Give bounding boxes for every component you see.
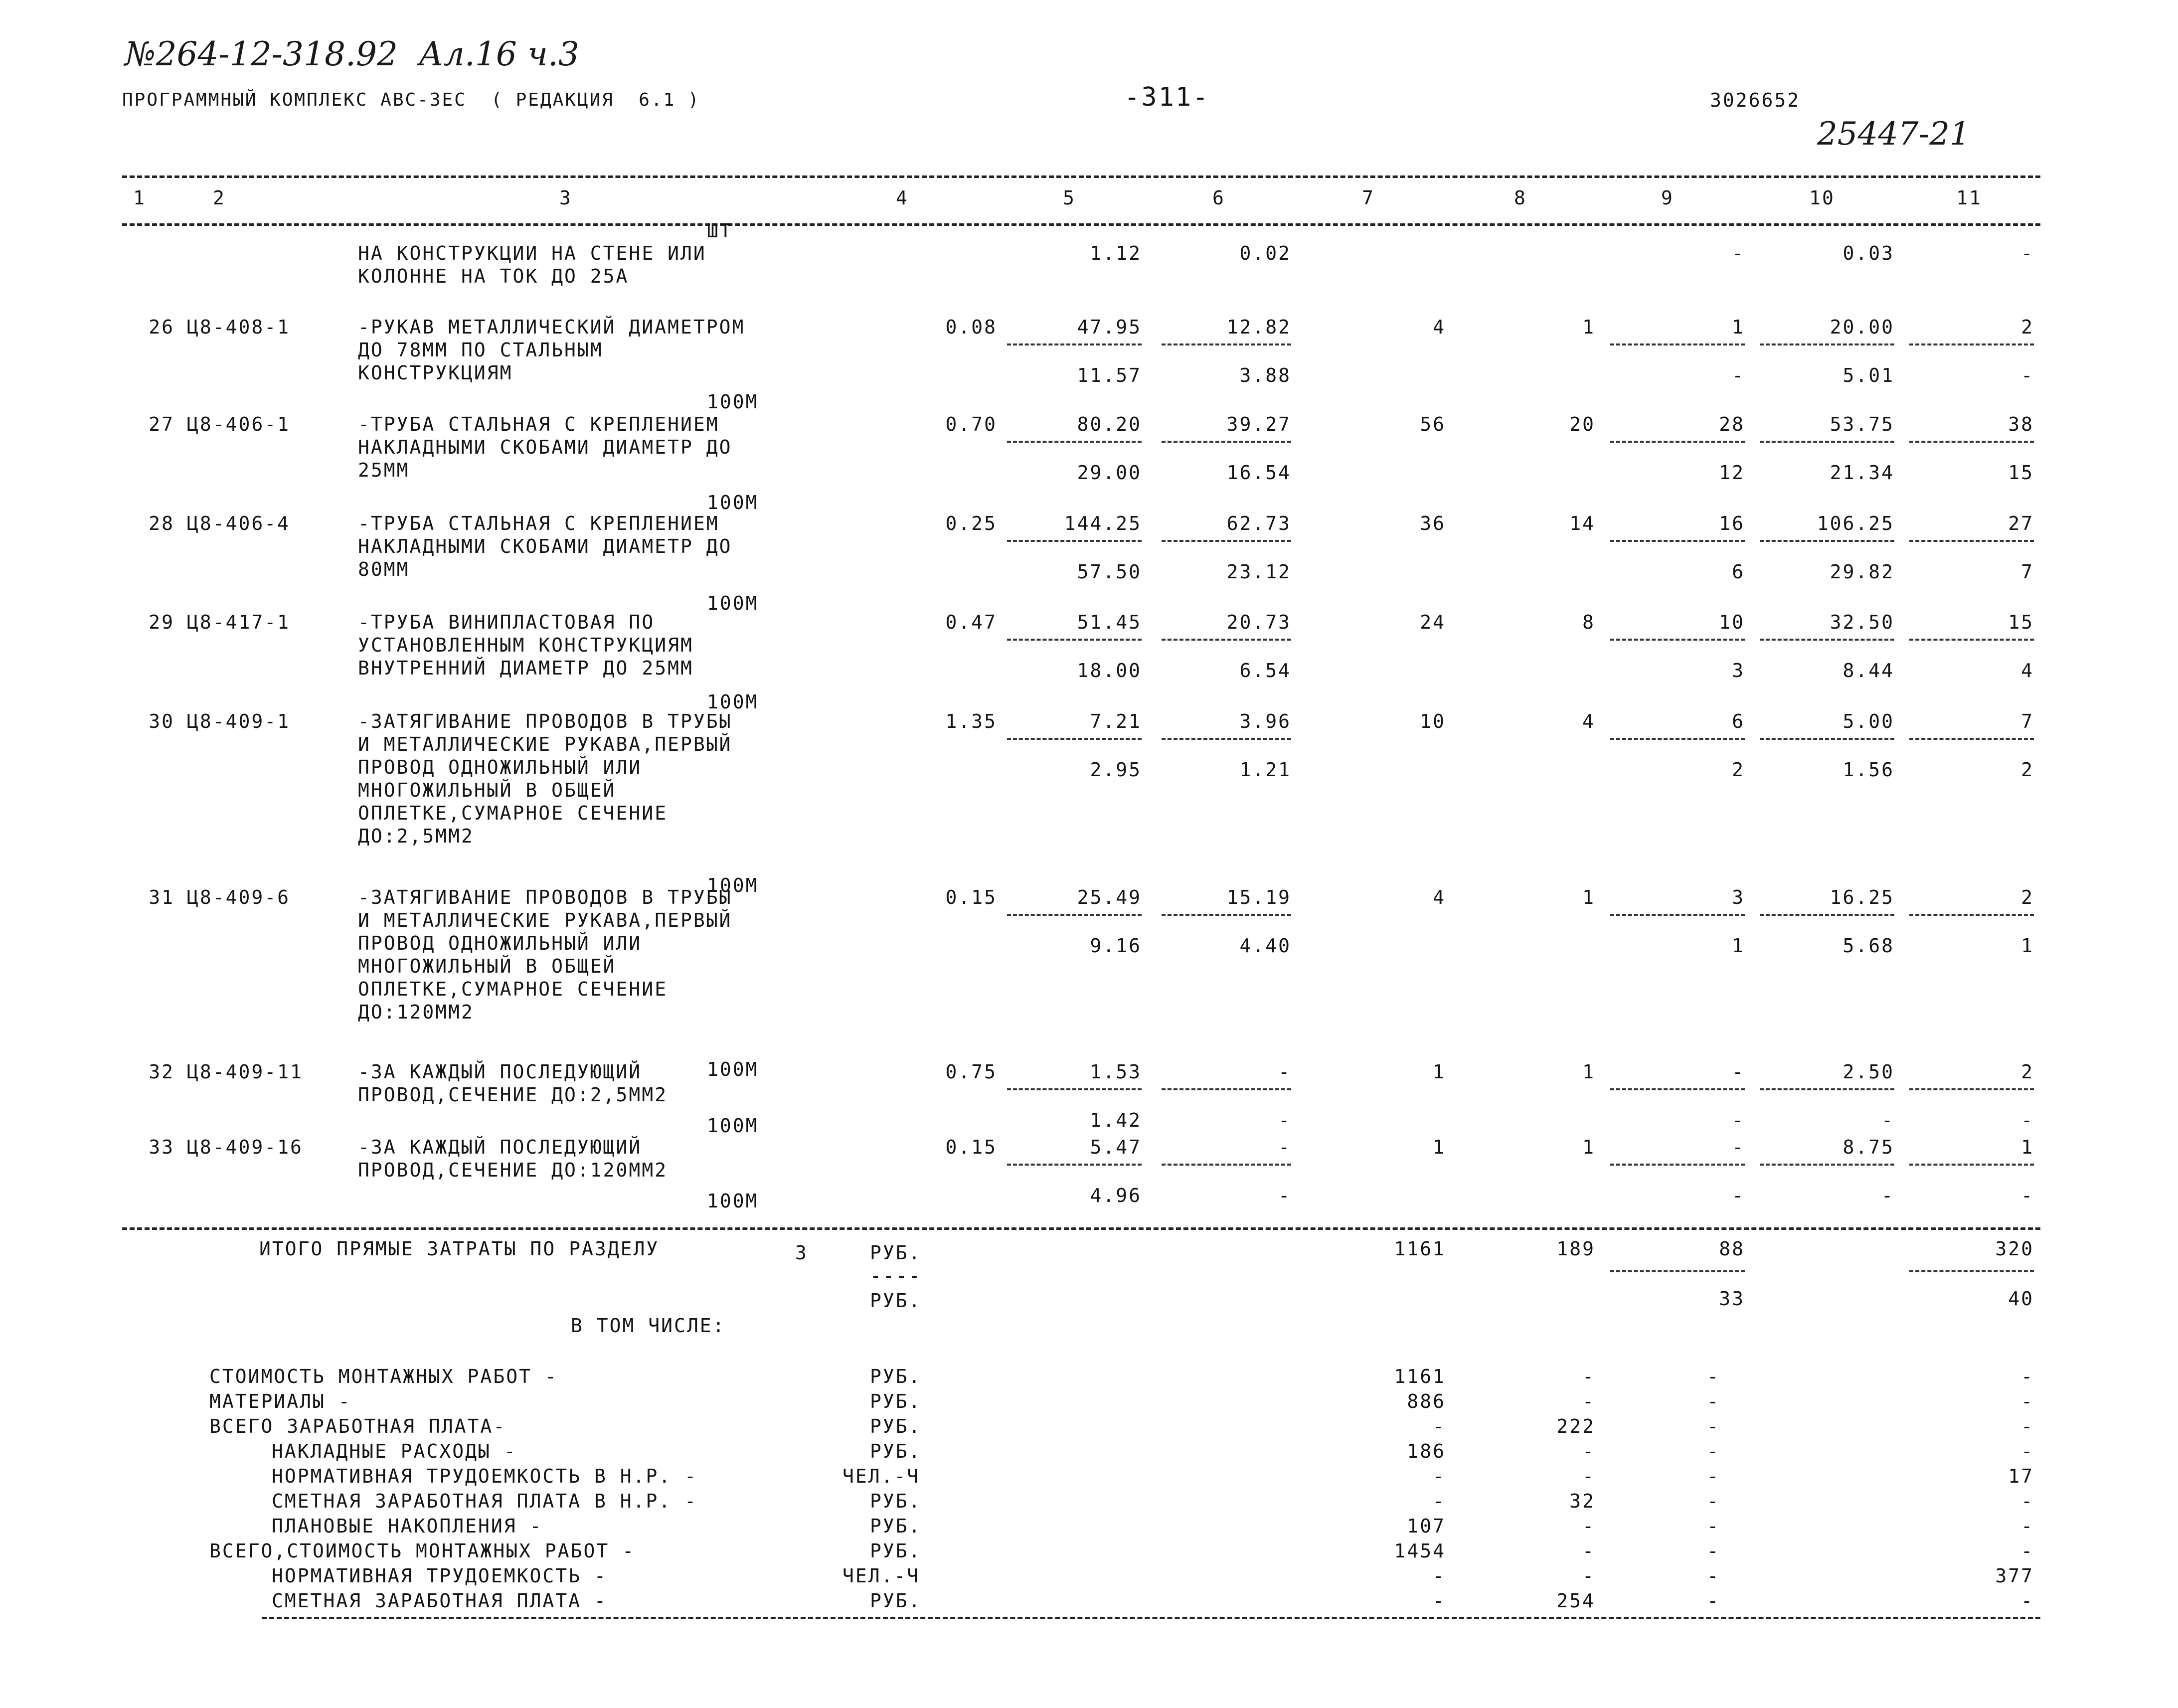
row-col10: 16.25 <box>1830 886 1894 908</box>
column-header-3: 3 <box>559 187 572 209</box>
row-col9: - <box>1732 1136 1745 1158</box>
row-number: 30 <box>149 710 174 732</box>
row-description-line: -ЗАТЯГИВАНИЕ ПРОВОДОВ В ТРУБЫ <box>358 710 732 732</box>
summary-col9: - <box>1707 1440 1720 1462</box>
row-col5-secondary: 9.16 <box>1090 935 1142 957</box>
row-description-line: ДО:120ММ2 <box>358 1001 474 1023</box>
summary-col11: - <box>2021 1590 2034 1612</box>
total-unit-secondary: РУБ. <box>870 1290 922 1312</box>
row-col5-rule <box>1007 639 1142 641</box>
row-description-line: ПРОВОД ОДНОЖИЛЬНЫЙ ИЛИ <box>358 932 642 954</box>
row-description-line: ДО:2,5ММ2 <box>358 825 474 847</box>
row-col11-rule <box>1909 441 2034 443</box>
row-col10-secondary: 1.56 <box>1843 759 1894 781</box>
row-col5-secondary: 29.00 <box>1077 462 1142 484</box>
row-unit: 100М <box>707 391 759 413</box>
summary-unit: РУБ. <box>870 1390 922 1412</box>
row-description-line: ОПЛЕТКЕ,СУМАРНОЕ СЕЧЕНИЕ <box>358 802 668 824</box>
summary-col7: - <box>1433 1490 1446 1512</box>
row-col9-rule <box>1610 1164 1745 1166</box>
row-col10-secondary: - <box>1881 1185 1894 1206</box>
row-col11-secondary: - <box>2021 1185 2034 1206</box>
row-code: Ц8-406-4 <box>187 512 291 534</box>
row-col6: 39.27 <box>1226 413 1291 435</box>
row-col9-secondary: 12 <box>1719 462 1745 484</box>
summary-col7: 886 <box>1407 1390 1446 1412</box>
total-col11: 320 <box>1995 1238 2034 1260</box>
row-col11-secondary: 2 <box>2021 759 2034 781</box>
summary-col11: 377 <box>1995 1565 2034 1587</box>
column-header-8: 8 <box>1514 187 1527 209</box>
row-col5-rule <box>1007 343 1142 345</box>
row-description-line: МНОГОЖИЛЬНЫЙ В ОБЩЕЙ <box>358 955 616 977</box>
column-header-2: 2 <box>213 187 226 209</box>
column-header-10: 10 <box>1809 187 1835 209</box>
row-description-line: МНОГОЖИЛЬНЫЙ В ОБЩЕЙ <box>358 779 616 801</box>
summary-label: СТОИМОСТЬ МОНТАЖНЫХ РАБОТ - <box>209 1366 558 1387</box>
row-col5-secondary: 4.96 <box>1090 1185 1142 1206</box>
row-unit: 100М <box>707 1190 759 1212</box>
row-col6: - <box>1278 1061 1291 1083</box>
row-number: 33 <box>149 1136 174 1158</box>
row-col10: 5.00 <box>1843 710 1894 732</box>
row-col5-rule <box>1007 914 1142 916</box>
summary-col9: - <box>1707 1590 1720 1612</box>
summary-col11: - <box>2021 1415 2034 1437</box>
row-col6-secondary: 6.54 <box>1239 660 1291 682</box>
row-col7: 1 <box>1433 1061 1446 1083</box>
row-number: 28 <box>149 512 174 534</box>
row-code: Ц8-409-11 <box>187 1061 303 1083</box>
row-description-line: НАКЛАДНЫМИ СКОБАМИ ДИАМЕТР ДО <box>358 436 732 458</box>
header-bottom-rule <box>122 223 2040 226</box>
row-unit: 100М <box>707 1058 759 1080</box>
total-col11-secondary: 40 <box>2008 1288 2034 1310</box>
row-col10: 0.03 <box>1843 242 1894 264</box>
row-number: 26 <box>149 316 174 338</box>
summary-col11: - <box>2021 1440 2034 1462</box>
row-col9-rule <box>1610 914 1745 916</box>
row-col10-secondary: - <box>1881 1109 1894 1131</box>
row-col11-secondary: - <box>2021 1109 2034 1131</box>
row-description-line: ПРОВОД,СЕЧЕНИЕ ДО:2,5ММ2 <box>358 1084 668 1106</box>
row-description-line: НАКЛАДНЫМИ СКОБАМИ ДИАМЕТР ДО <box>358 535 732 557</box>
total-col7: 1161 <box>1394 1238 1446 1260</box>
summary-col9: - <box>1707 1540 1720 1562</box>
summary-col11: - <box>2021 1490 2034 1512</box>
row-col9-rule <box>1610 738 1745 740</box>
summary-col8: - <box>1582 1440 1595 1462</box>
row-col8: 4 <box>1582 710 1595 732</box>
row-col11: 2 <box>2021 1061 2034 1083</box>
column-header-9: 9 <box>1661 187 1674 209</box>
summary-col7: - <box>1433 1415 1446 1437</box>
header-top-rule <box>122 175 2040 178</box>
row-col8: 8 <box>1582 611 1595 633</box>
row-description-line: КОНСТРУКЦИЯМ <box>358 362 513 384</box>
row-col9: 16 <box>1719 512 1745 534</box>
row-description-line: -РУКАВ МЕТАЛЛИЧЕСКИЙ ДИАМЕТРОМ <box>358 316 745 338</box>
row-col5: 7.21 <box>1090 710 1142 732</box>
summary-col9: - <box>1707 1565 1720 1587</box>
row-col11-rule <box>1909 914 2034 916</box>
summary-col7: 186 <box>1407 1440 1446 1462</box>
row-col11-rule <box>1909 1088 2034 1090</box>
row-col6: 62.73 <box>1226 512 1291 534</box>
row-col9-secondary: 3 <box>1732 660 1745 682</box>
summary-col9: - <box>1707 1515 1720 1537</box>
total-col9: 88 <box>1719 1238 1745 1260</box>
summary-col11: - <box>2021 1390 2034 1412</box>
row-col10-rule <box>1760 639 1894 641</box>
row-col5: 25.49 <box>1077 886 1142 908</box>
summary-unit: ЧЕЛ.-Ч <box>842 1465 920 1487</box>
row-col10-rule <box>1760 343 1894 345</box>
including-heading: В ТОМ ЧИСЛЕ: <box>571 1315 726 1337</box>
row-col6-rule <box>1162 639 1291 641</box>
row-col6-rule <box>1162 914 1291 916</box>
column-header-6: 6 <box>1212 187 1225 209</box>
row-col5: 144.25 <box>1064 512 1142 534</box>
summary-col8: 32 <box>1569 1490 1595 1512</box>
row-col10-secondary: 5.68 <box>1843 935 1894 957</box>
total-col11-rule <box>1909 1270 2034 1272</box>
summary-unit: РУБ. <box>870 1515 922 1537</box>
row-col5-secondary: 57.50 <box>1077 561 1142 583</box>
row-col6-rule <box>1162 343 1291 345</box>
row-col11: 15 <box>2008 611 2034 633</box>
row-unit: 100М <box>707 592 759 614</box>
total-label: ИТОГО ПРЯМЫЕ ЗАТРАТЫ ПО РАЗДЕЛУ <box>259 1238 660 1260</box>
row-col11: 2 <box>2021 886 2034 908</box>
row-col10-secondary: 5.01 <box>1843 364 1894 386</box>
row-col6: 15.19 <box>1226 886 1291 908</box>
row-number: 32 <box>149 1061 174 1083</box>
row-number: 29 <box>149 611 174 633</box>
row-col10: 20.00 <box>1830 316 1894 338</box>
row-col7: 4 <box>1433 886 1446 908</box>
handwritten-code: №264-12-318.92 Ал.16 ч.3 <box>125 35 579 73</box>
row-col5-secondary: 18.00 <box>1077 660 1142 682</box>
row-col5-rule <box>1007 1088 1142 1090</box>
row-col9-secondary: 2 <box>1732 759 1745 781</box>
row-col11-secondary: 15 <box>2008 462 2034 484</box>
row-col5: 1.12 <box>1090 242 1142 264</box>
row-description-line: ОПЛЕТКЕ,СУМАРНОЕ СЕЧЕНИЕ <box>358 978 668 1000</box>
row-col10-rule <box>1760 540 1894 542</box>
summary-unit: ЧЕЛ.-Ч <box>842 1565 920 1587</box>
summary-col8: - <box>1582 1366 1595 1387</box>
summary-col9: - <box>1707 1390 1720 1412</box>
row-col5-rule <box>1007 540 1142 542</box>
row-col9-secondary: - <box>1732 1185 1745 1206</box>
row-col10: 53.75 <box>1830 413 1894 435</box>
row-col9: - <box>1732 242 1745 264</box>
row-col11-rule <box>1909 343 2034 345</box>
column-header-1: 1 <box>133 187 146 209</box>
row-unit: ШТ <box>707 220 733 242</box>
row-col6-rule <box>1162 1164 1291 1166</box>
summary-col11: 17 <box>2008 1465 2034 1487</box>
row-col10: 106.25 <box>1817 512 1894 534</box>
row-col6-rule <box>1162 738 1291 740</box>
row-unit: 100М <box>707 691 759 713</box>
row-col9: 6 <box>1732 710 1745 732</box>
summary-col9: - <box>1707 1366 1720 1387</box>
row-col7: 10 <box>1420 710 1446 732</box>
summary-label: НОРМАТИВНАЯ ТРУДОЕМКОСТЬ - <box>272 1565 607 1587</box>
row-col6: 12.82 <box>1226 316 1291 338</box>
row-description-line: 25ММ <box>358 459 410 481</box>
summary-col7: - <box>1433 1465 1446 1487</box>
total-col9-rule <box>1610 1270 1745 1272</box>
row-col6-secondary: - <box>1278 1109 1291 1131</box>
total-col9-secondary: 33 <box>1719 1288 1745 1310</box>
row-col11-rule <box>1909 639 2034 641</box>
row-col7: 4 <box>1433 316 1446 338</box>
row-col8: 20 <box>1569 413 1595 435</box>
summary-label: ВСЕГО ЗАРАБОТНАЯ ПЛАТА- <box>209 1415 506 1437</box>
row-col4: 0.70 <box>945 413 997 435</box>
row-number: 31 <box>149 886 174 908</box>
summary-unit: РУБ. <box>870 1540 922 1562</box>
row-col4: 0.08 <box>945 316 997 338</box>
row-col9-rule <box>1610 441 1745 443</box>
row-col10-rule <box>1760 914 1894 916</box>
row-code: Ц8-409-16 <box>187 1136 303 1158</box>
total-unit: РУБ. <box>870 1242 922 1264</box>
row-description-line: И МЕТАЛЛИЧЕСКИЕ РУКАВА,ПЕРВЫЙ <box>358 733 732 755</box>
bottom-rule <box>262 1617 2040 1619</box>
row-col5-rule <box>1007 738 1142 740</box>
row-col10-secondary: 8.44 <box>1843 660 1894 682</box>
row-col4: 0.15 <box>945 886 997 908</box>
summary-col9: - <box>1707 1465 1720 1487</box>
row-col10-secondary: 29.82 <box>1830 561 1894 583</box>
summary-col7: 1454 <box>1394 1540 1446 1562</box>
row-description-line: ПРОВОД ОДНОЖИЛЬНЫЙ ИЛИ <box>358 756 642 778</box>
row-col6: 3.96 <box>1239 710 1291 732</box>
row-col6-secondary: 23.12 <box>1226 561 1291 583</box>
row-col4: 0.25 <box>945 512 997 534</box>
row-col11: 27 <box>2008 512 2034 534</box>
row-col6-secondary: 16.54 <box>1226 462 1291 484</box>
summary-label: НАКЛАДНЫЕ РАСХОДЫ - <box>272 1440 517 1462</box>
row-description-line: -ЗА КАЖДЫЙ ПОСЛЕДУЮЩИЙ <box>358 1136 642 1158</box>
row-col6-rule <box>1162 1088 1291 1090</box>
row-col11: 1 <box>2021 1136 2034 1158</box>
row-col5-secondary: 11.57 <box>1077 364 1142 386</box>
row-col6: 0.02 <box>1239 242 1291 264</box>
row-col8: 14 <box>1569 512 1595 534</box>
row-col6-secondary: 3.88 <box>1239 364 1291 386</box>
row-col4: 0.75 <box>945 1061 997 1083</box>
summary-col11: - <box>2021 1515 2034 1537</box>
program-header: ПРОГРАММНЫЙ КОМПЛЕКС АВС-3ЕС ( РЕДАКЦИЯ 6.1 ) <box>122 90 700 110</box>
summary-col8: - <box>1582 1515 1595 1537</box>
summary-col11: - <box>2021 1366 2034 1387</box>
summary-unit: РУБ. <box>870 1440 922 1462</box>
row-col9-secondary: - <box>1732 1109 1745 1131</box>
row-col11-secondary: 4 <box>2021 660 2034 682</box>
row-col5: 47.95 <box>1077 316 1142 338</box>
row-description-line: ДО 78ММ ПО СТАЛЬНЫМ <box>358 339 603 361</box>
row-description-line: -ТРУБА СТАЛЬНАЯ С КРЕПЛЕНИЕМ <box>358 413 719 435</box>
row-col5: 5.47 <box>1090 1136 1142 1158</box>
row-code: Ц8-409-1 <box>187 710 291 732</box>
summary-col11: - <box>2021 1540 2034 1562</box>
summary-col8: 254 <box>1556 1590 1595 1612</box>
row-col10-secondary: 21.34 <box>1830 462 1894 484</box>
summary-label: ПЛАНОВЫЕ НАКОПЛЕНИЯ - <box>272 1515 543 1537</box>
row-description-line: ПРОВОД,СЕЧЕНИЕ ДО:120ММ2 <box>358 1159 668 1181</box>
row-col6-secondary: - <box>1278 1185 1291 1206</box>
row-col5-secondary: 1.42 <box>1090 1109 1142 1131</box>
row-col10-rule <box>1760 738 1894 740</box>
row-col7: 36 <box>1420 512 1446 534</box>
total-section: 3 <box>795 1242 808 1264</box>
column-header-11: 11 <box>1956 187 1982 209</box>
row-col5-rule <box>1007 441 1142 443</box>
row-col9: 3 <box>1732 886 1745 908</box>
row-col9: 28 <box>1719 413 1745 435</box>
summary-label: ВСЕГО,СТОИМОСТЬ МОНТАЖНЫХ РАБОТ - <box>209 1540 635 1562</box>
column-header-7: 7 <box>1362 187 1375 209</box>
row-col9-rule <box>1610 1088 1745 1090</box>
summary-col8: - <box>1582 1565 1595 1587</box>
row-col10-rule <box>1760 1088 1894 1090</box>
row-unit: 100М <box>707 1115 759 1137</box>
row-col11: 2 <box>2021 316 2034 338</box>
summary-col7: 107 <box>1407 1515 1446 1537</box>
row-col7: 24 <box>1420 611 1446 633</box>
row-col5: 1.53 <box>1090 1061 1142 1083</box>
row-col8: 1 <box>1582 1061 1595 1083</box>
row-col8: 1 <box>1582 316 1595 338</box>
document-number: 3026652 <box>1710 89 1801 111</box>
row-col11-secondary: - <box>2021 364 2034 386</box>
row-col5-rule <box>1007 1164 1142 1166</box>
row-description-line: И МЕТАЛЛИЧЕСКИЕ РУКАВА,ПЕРВЫЙ <box>358 909 732 931</box>
row-col9-rule <box>1610 540 1745 542</box>
summary-col7: 1161 <box>1394 1366 1446 1387</box>
total-col8: 189 <box>1556 1238 1595 1260</box>
column-header-4: 4 <box>896 187 909 209</box>
row-description-line: НА КОНСТРУКЦИИ НА СТЕНЕ ИЛИ <box>358 242 706 264</box>
row-col8: 1 <box>1582 886 1595 908</box>
row-col9-rule <box>1610 639 1745 641</box>
row-number: 27 <box>149 413 174 435</box>
row-code: Ц8-408-1 <box>187 316 291 338</box>
summary-col8: - <box>1582 1390 1595 1412</box>
row-col4: 1.35 <box>945 710 997 732</box>
column-header-5: 5 <box>1063 187 1076 209</box>
row-col7: 1 <box>1433 1136 1446 1158</box>
row-col11-secondary: 7 <box>2021 561 2034 583</box>
summary-col8: - <box>1582 1465 1595 1487</box>
row-col8: 1 <box>1582 1136 1595 1158</box>
row-col11-secondary: 1 <box>2021 935 2034 957</box>
row-col11-rule <box>1909 540 2034 542</box>
row-description-line: -ТРУБА СТАЛЬНАЯ С КРЕПЛЕНИЕМ <box>358 512 719 534</box>
row-unit: 100М <box>707 874 759 896</box>
summary-unit: РУБ. <box>870 1490 922 1512</box>
row-col5-secondary: 2.95 <box>1090 759 1142 781</box>
row-col7: 56 <box>1420 413 1446 435</box>
row-col9-rule <box>1610 343 1745 345</box>
row-description-line: 80ММ <box>358 558 410 580</box>
row-col6-rule <box>1162 540 1291 542</box>
total-unit-dashes: ---- <box>870 1265 922 1287</box>
row-col11: 7 <box>2021 710 2034 732</box>
summary-label: НОРМАТИВНАЯ ТРУДОЕМКОСТЬ В Н.Р. - <box>272 1465 697 1487</box>
row-col11-rule <box>1909 1164 2034 1166</box>
row-col11-rule <box>1909 738 2034 740</box>
summary-col7: - <box>1433 1590 1446 1612</box>
summary-label: СМЕТНАЯ ЗАРАБОТНАЯ ПЛАТА В Н.Р. - <box>272 1490 697 1512</box>
row-col4: 0.47 <box>945 611 997 633</box>
row-col6-secondary: 1.21 <box>1239 759 1291 781</box>
row-col10: 8.75 <box>1843 1136 1894 1158</box>
handwritten-number: 25447-21 <box>1817 116 1970 153</box>
row-description-line: УСТАНОВЛЕННЫМ КОНСТРУКЦИЯМ <box>358 634 693 656</box>
row-col6: 20.73 <box>1226 611 1291 633</box>
row-col6-rule <box>1162 441 1291 443</box>
total-top-rule <box>122 1227 2040 1230</box>
row-description-line: -ЗАТЯГИВАНИЕ ПРОВОДОВ В ТРУБЫ <box>358 886 732 908</box>
summary-unit: РУБ. <box>870 1415 922 1437</box>
row-col9: 1 <box>1732 316 1745 338</box>
summary-unit: РУБ. <box>870 1366 922 1387</box>
summary-col7: - <box>1433 1565 1446 1587</box>
row-col5: 51.45 <box>1077 611 1142 633</box>
summary-label: МАТЕРИАЛЫ - <box>209 1390 351 1412</box>
row-col11: - <box>2021 242 2034 264</box>
row-col10: 2.50 <box>1843 1061 1894 1083</box>
row-description-line: -ТРУБА ВИНИПЛАСТОВАЯ ПО <box>358 611 655 633</box>
summary-label: СМЕТНАЯ ЗАРАБОТНАЯ ПЛАТА - <box>272 1590 607 1612</box>
row-col9-secondary: 6 <box>1732 561 1745 583</box>
row-col9: - <box>1732 1061 1745 1083</box>
row-col6: - <box>1278 1136 1291 1158</box>
row-col4: 0.15 <box>945 1136 997 1158</box>
summary-col8: 222 <box>1556 1415 1595 1437</box>
row-col5: 80.20 <box>1077 413 1142 435</box>
page-number: -311- <box>1124 82 1210 112</box>
row-description-line: ВНУТРЕННИЙ ДИАМЕТР ДО 25ММ <box>358 657 693 679</box>
row-col10: 32.50 <box>1830 611 1894 633</box>
summary-col9: - <box>1707 1415 1720 1437</box>
row-col9: 10 <box>1719 611 1745 633</box>
row-code: Ц8-409-6 <box>187 886 291 908</box>
row-code: Ц8-417-1 <box>187 611 291 633</box>
row-col10-rule <box>1760 441 1894 443</box>
row-code: Ц8-406-1 <box>187 413 291 435</box>
row-description-line: -ЗА КАЖДЫЙ ПОСЛЕДУЮЩИЙ <box>358 1061 642 1083</box>
row-description-line: КОЛОННЕ НА ТОК ДО 25А <box>358 265 629 287</box>
summary-col8: - <box>1582 1540 1595 1562</box>
summary-col9: - <box>1707 1490 1720 1512</box>
row-col6-secondary: 4.40 <box>1239 935 1291 957</box>
row-col9-secondary: 1 <box>1732 935 1745 957</box>
row-col11: 38 <box>2008 413 2034 435</box>
row-col9-secondary: - <box>1732 364 1745 386</box>
row-unit: 100М <box>707 492 759 513</box>
row-col10-rule <box>1760 1164 1894 1166</box>
summary-unit: РУБ. <box>870 1590 922 1612</box>
